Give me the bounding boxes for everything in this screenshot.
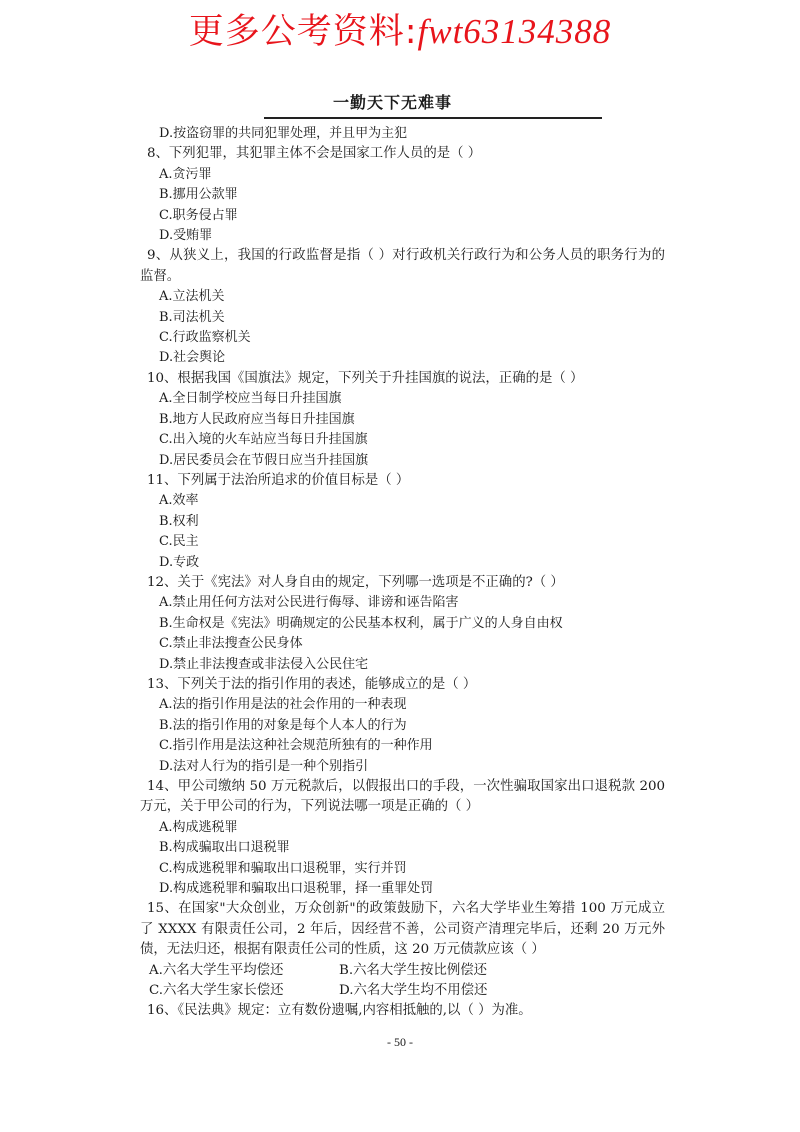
question-13-option-d: D.法对人行为的指引是一种个别指引 — [159, 758, 369, 774]
promo-banner-text: 更多公考资料: — [188, 12, 418, 52]
question-11-option-a: A.效率 — [159, 493, 199, 509]
promo-banner — [0, 4, 800, 54]
question-8-stem: 8、下列犯罪，其犯罪主体不会是国家工作人员的是（ ） — [147, 146, 482, 162]
question-15-options-row-1 — [140, 961, 665, 981]
question-15-options-row-2 — [140, 981, 665, 1001]
question-12-option-d: D.禁止非法搜查或非法侵入公民住宅 — [159, 656, 369, 672]
question-10-option-d: D.居民委员会在节假日应当升挂国旗 — [159, 452, 369, 468]
question-10-option-b: B.地方人民政府应当每日升挂国旗 — [159, 411, 355, 427]
question-8-option-d: D.受贿罪 — [159, 228, 213, 244]
question-15-option-d: D.六名大学生均不用偿还 — [339, 983, 488, 999]
page-number: - 50 - — [387, 1035, 413, 1049]
question-10-stem: 10、根据我国《国旗法》规定，下列关于升挂国旗的说法，正确的是（ ） — [147, 370, 584, 386]
question-12-option-b: B.生命权是《宪法》明确规定的公民基本权利，属于广义的人身自由权 — [159, 615, 563, 631]
question-9-stem: 9、从狭义上，我国的行政监督是指（ ）对行政机关行政行为和公务人员的职务行为的监督。 — [140, 248, 665, 284]
question-14-option-b: B.构成骗取出口退税罪 — [159, 840, 290, 856]
question-12-option-a: A.禁止用任何方法对公民进行侮辱、诽谤和诬告陷害 — [159, 595, 459, 611]
question-8-option-b: B.挪用公款罪 — [159, 187, 238, 203]
promo-contact-code: fwt63134388 — [417, 12, 612, 51]
question-13-option-b: B.法的指引作用的对象是每个人本人的行为 — [159, 717, 407, 733]
question-10-option-c: C.出入境的火车站应当每日升挂国旗 — [159, 432, 368, 448]
question-14-option-a: A.构成逃税罪 — [159, 819, 238, 835]
question-12-option-c: C.禁止非法搜查公民身体 — [159, 636, 303, 652]
question-15-option-c: C.六名大学生家长偿还 — [149, 983, 284, 999]
question-10-option-a: A.全日制学校应当每日升挂国旗 — [159, 391, 342, 407]
question-14-stem: 14、甲公司缴纳 50 万元税款后，以假报出口的手段，一次性骗取国家出口退税款 200 万元，关于甲公司的行为，下列说法哪一项是正确的（ ） — [140, 779, 665, 815]
page-header-title: 一勤天下无难事 — [333, 93, 453, 112]
question-14-option-d: D.构成逃税罪和骗取出口退税罪，择一重罪处罚 — [159, 881, 434, 897]
question-9-option-d: D.社会舆论 — [159, 350, 226, 366]
question-9-option-b: B.司法机关 — [159, 309, 225, 325]
question-15-option-a: A.六名大学生平均偿还 — [149, 962, 284, 978]
header-divider — [264, 117, 602, 119]
question-11-option-d: D.专政 — [159, 554, 200, 570]
question-9-option-c: C.行政监察机关 — [159, 330, 251, 346]
question-13-stem: 13、下列关于法的指引作用的表述，能够成立的是（ ） — [147, 676, 477, 692]
carry-over-option: D.按盗窃罪的共同犯罪处理，并且甲为主犯 — [159, 126, 408, 141]
question-12-stem: 12、关于《宪法》对人身自由的规定，下列哪一选项是不正确的?（ ） — [147, 574, 564, 590]
question-list — [140, 124, 665, 1022]
question-11-option-b: B.权利 — [159, 513, 199, 529]
question-13-option-c: C.指引作用是法这种社会规范所独有的一种作用 — [159, 738, 433, 754]
question-13-option-a: A.法的指引作用是法的社会作用的一种表现 — [159, 697, 407, 713]
question-14-option-c: C.构成逃税罪和骗取出口退税罪，实行并罚 — [159, 860, 407, 876]
question-11-stem: 11、下列属于法治所追求的价值目标是（ ） — [147, 472, 410, 488]
question-16-stem: 16、《民法典》规定：立有数份遗嘱,内容相抵触的,以（ ）为准。 — [147, 1003, 532, 1019]
question-8-option-c: C.职务侵占罪 — [159, 207, 238, 223]
question-11-option-c: C.民主 — [159, 534, 199, 550]
question-8-option-a: A.贪污罪 — [159, 166, 212, 182]
question-9-option-a: A.立法机关 — [159, 289, 225, 305]
question-15-stem: 15、在国家"大众创业，万众创新"的政策鼓励下，六名大学毕业生筹措 100 万元成立了 XXXX 有限责任公司，2 年后，因经营不善，公司资产清理完毕后，还剩 20 万元外债，无法归还，根据有限责任公司的性质，这 20 万元债款应该（ ） — [140, 901, 665, 958]
question-15-option-b: B.六名大学生按比例偿还 — [339, 962, 488, 978]
